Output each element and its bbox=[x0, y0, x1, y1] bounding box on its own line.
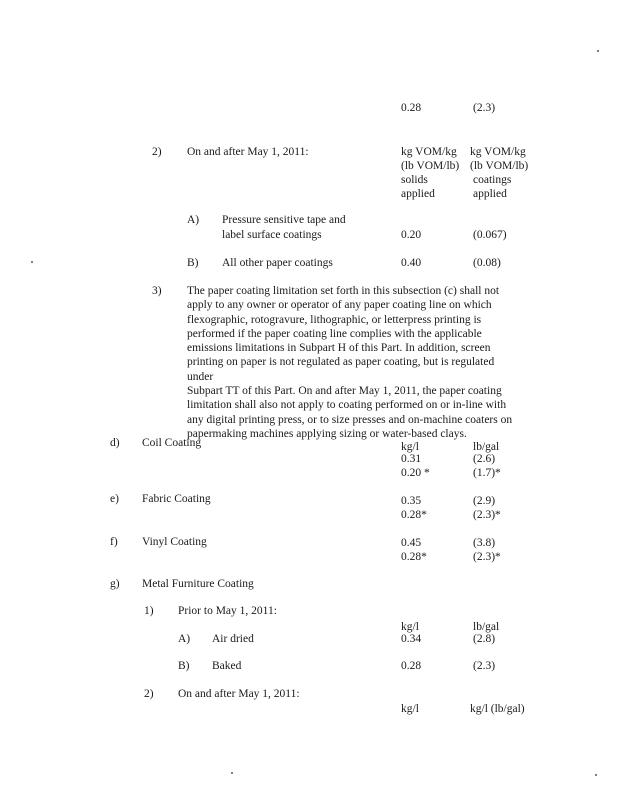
col-lb-header-2: (lb VOM/lb) bbox=[470, 160, 529, 172]
item2b-letter: B) bbox=[187, 257, 199, 269]
section-d-kg-1: 0.31 bbox=[401, 453, 422, 465]
col-kg-header-3: solids bbox=[401, 174, 428, 186]
item3-line: The paper coating limitation set forth in this subsection (c) shall not bbox=[187, 285, 500, 297]
item2-number: 2) bbox=[152, 146, 162, 158]
section-d-header-kg: kg/l bbox=[401, 441, 419, 453]
section-g1-header-kg: kg/l bbox=[401, 621, 419, 633]
col-lb-header-1: kg VOM/kg bbox=[470, 146, 526, 158]
item3-line: performed if the paper coating line complies with the applicable bbox=[187, 327, 482, 340]
section-e-letter: e) bbox=[110, 493, 119, 505]
scan-speck bbox=[231, 772, 233, 774]
item2a-letter: A) bbox=[187, 214, 200, 226]
section-f-kg-2: 0.28* bbox=[401, 551, 427, 563]
item3-line: any digital printing press, or to size presses and on-machine coaters on bbox=[187, 413, 513, 426]
section-g2-header-kg: kg/l bbox=[401, 703, 419, 715]
item3-paragraph bbox=[187, 284, 517, 441]
section-f-lb-1: (3.8) bbox=[473, 537, 496, 549]
section-g1a-kg: 0.34 bbox=[401, 633, 422, 645]
item3-number: 3) bbox=[152, 285, 162, 297]
section-g-letter: g) bbox=[110, 578, 120, 590]
section-e-lb-2: (2.3)* bbox=[473, 509, 501, 521]
item2b-lb: (0.08) bbox=[473, 257, 501, 269]
section-g-label: Metal Furniture Coating bbox=[142, 578, 254, 590]
section-f-lb-2: (2.3)* bbox=[473, 551, 501, 563]
section-g1b-lb: (2.3) bbox=[473, 660, 496, 672]
section-f-label: Vinyl Coating bbox=[142, 536, 207, 548]
section-e-label: Fabric Coating bbox=[142, 493, 211, 505]
top-row-lb: (2.3) bbox=[473, 102, 496, 114]
item2a-kg: 0.20 bbox=[401, 229, 422, 241]
section-d-lb-1: (2.6) bbox=[473, 453, 496, 465]
item2b-kg: 0.40 bbox=[401, 257, 422, 269]
section-f-letter: f) bbox=[110, 536, 118, 548]
section-e-kg-2: 0.28* bbox=[401, 509, 427, 521]
section-g2-number: 2) bbox=[144, 688, 154, 700]
section-d-kg-2: 0.20 * bbox=[401, 467, 430, 479]
section-g1a-letter: A) bbox=[178, 633, 191, 645]
section-g1b-letter: B) bbox=[178, 660, 190, 672]
item2b-label: All other paper coatings bbox=[222, 257, 333, 269]
section-g1a-lb: (2.8) bbox=[473, 633, 496, 645]
col-lb-header-3: coatings bbox=[473, 174, 512, 186]
scan-speck bbox=[597, 50, 599, 52]
top-row-kg: 0.28 bbox=[401, 102, 422, 114]
section-e-lb-1: (2.9) bbox=[473, 495, 496, 507]
item3-line: emissions limitations in Subpart H of this Part. In addition, screen bbox=[187, 342, 491, 355]
section-d-lb-2: (1.7)* bbox=[473, 467, 501, 479]
section-e-kg-1: 0.35 bbox=[401, 495, 422, 507]
section-g2-label: On and after May 1, 2011: bbox=[178, 688, 300, 700]
section-d-label: Coil Coating bbox=[142, 437, 202, 449]
section-d-letter: d) bbox=[110, 437, 120, 449]
section-g1-header-lb: lb/gal bbox=[473, 621, 500, 633]
col-kg-header-4: applied bbox=[401, 188, 435, 200]
item2a-label-line1: Pressure sensitive tape and bbox=[222, 214, 346, 226]
scan-speck bbox=[595, 774, 597, 776]
col-lb-header-4: applied bbox=[473, 188, 507, 200]
col-kg-header-2: (lb VOM/lb) bbox=[401, 160, 460, 172]
item3-line: limitation shall also not apply to coating performed on or in-line with bbox=[187, 399, 507, 412]
section-g2-header-lb: kg/l (lb/gal) bbox=[470, 703, 525, 715]
section-g1-number: 1) bbox=[144, 605, 154, 617]
section-d-header-lb: lb/gal bbox=[473, 441, 500, 453]
section-g1b-kg: 0.28 bbox=[401, 660, 422, 672]
item3-line: apply to any owner or operator of any paper coating line on which bbox=[187, 299, 492, 312]
item2a-lb: (0.067) bbox=[473, 229, 507, 241]
item2-label: On and after May 1, 2011: bbox=[187, 146, 309, 158]
item3-line: flexographic, rotogravure, lithographic, or letterpress printing is bbox=[187, 313, 482, 326]
section-g1b-label: Baked bbox=[212, 660, 242, 672]
item2a-label-line2: label surface coatings bbox=[222, 229, 322, 241]
scan-speck bbox=[31, 261, 33, 263]
section-f-kg-1: 0.45 bbox=[401, 537, 422, 549]
section-g1-label: Prior to May 1, 2011: bbox=[178, 605, 277, 617]
col-kg-header-1: kg VOM/kg bbox=[401, 146, 457, 158]
item3-line: printing on paper is not regulated as paper coating, but is regulated under bbox=[187, 356, 495, 383]
item3-line: papermaking machines applying sizing or water-based clays. bbox=[187, 427, 467, 440]
item3-line: Subpart TT of this Part. On and after May 1, 2011, the paper coating bbox=[187, 385, 502, 398]
section-g1a-label: Air dried bbox=[212, 633, 254, 645]
